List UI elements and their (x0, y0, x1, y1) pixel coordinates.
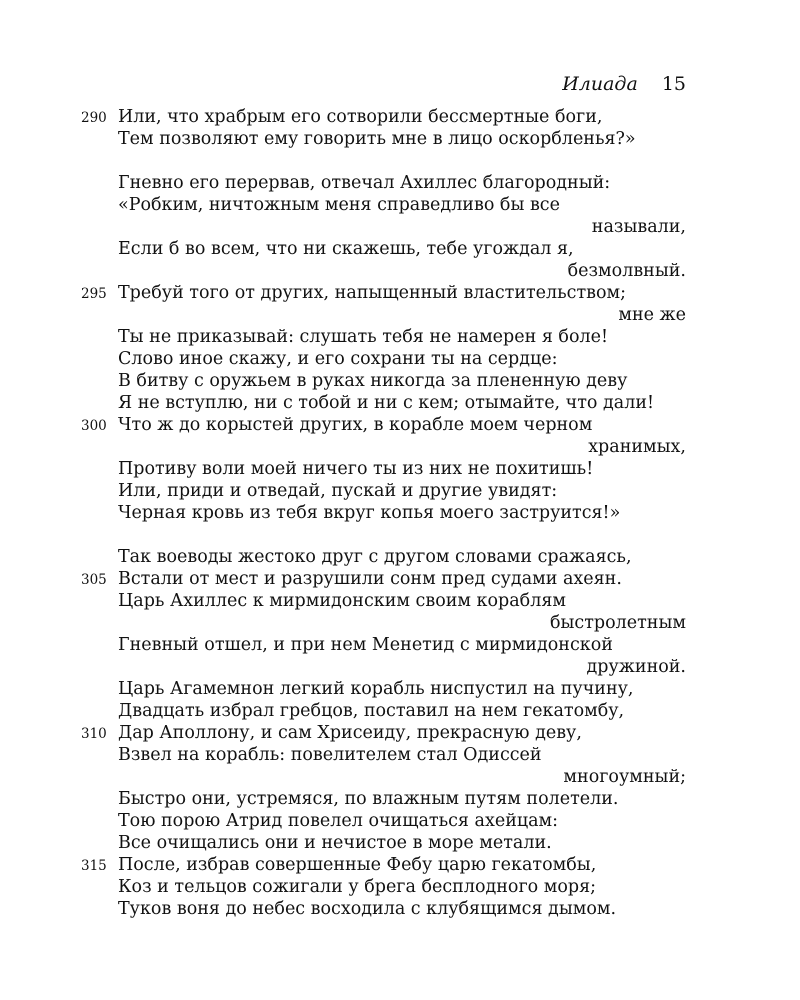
verse-line (118, 898, 686, 920)
verse-line (118, 370, 686, 392)
verse-line (81, 568, 686, 590)
verse-text: Туков воня до небес восходила с клубящимся дымом. (118, 899, 617, 919)
running-header (562, 72, 686, 96)
line-number: 315 (81, 858, 107, 874)
verse-line (81, 414, 686, 436)
verse-text: многоумный; (563, 767, 686, 787)
verse-text: Дар Аполлону, и сам Хрисеиду, прекрасную деву, (118, 723, 582, 743)
verse-line (118, 832, 686, 854)
verse-line (118, 392, 686, 414)
verse-line (118, 326, 686, 348)
verse-text: Взвел на корабль: повелителем стал Одиссей (118, 745, 542, 765)
verse-line-continuation (118, 766, 686, 788)
verse-text: Тем позволяют ему говорить мне в лицо оскорбленья?» (118, 129, 636, 149)
verse-text: Что ж до корыстей других, в корабле моем черном (118, 415, 593, 435)
verse-text: После, избрав совершенные Фебу царю гекатомбы, (118, 855, 597, 875)
verse-text: Я не вступлю, ни с тобой и ни с кем; отымайте, что дали! (118, 393, 655, 413)
verse-text: быстролетным (549, 613, 686, 633)
running-title: Илиада (562, 73, 638, 95)
line-number: 310 (81, 726, 107, 742)
verse-line (118, 128, 686, 150)
verse-text: «Робким, ничтожным меня справедливо бы все (118, 195, 560, 215)
verse-text: Если б во всем, что ни скажешь, тебе угождал я, (118, 239, 574, 259)
verse-line (118, 172, 686, 194)
verse-text: Царь Агамемнон легкий корабль ниспустил на пучину, (118, 679, 634, 699)
verse-text: Тою порою Атрид повелел очищаться ахейцам: (118, 811, 559, 831)
page-number: 15 (661, 73, 686, 95)
line-number: 305 (81, 572, 107, 588)
verse-line (118, 700, 686, 722)
verse-line (81, 722, 686, 744)
verse-line (118, 590, 686, 612)
verse-line (118, 744, 686, 766)
verse-line (118, 458, 686, 480)
verse-line-continuation (118, 656, 686, 678)
line-number: 290 (81, 110, 107, 126)
stanza-break (118, 150, 686, 172)
verse-line (118, 480, 686, 502)
verse-line-continuation (118, 216, 686, 238)
stanza-break (118, 524, 686, 546)
verse-line (118, 194, 686, 216)
verse-text: Встали от мест и разрушили сонм пред судами ахеян. (118, 569, 622, 589)
verse-line (118, 546, 686, 568)
verse-line-continuation (118, 260, 686, 282)
verse-line (118, 502, 686, 524)
verse-text: Коз и тельцов сожигали у брега бесплодного моря; (118, 877, 597, 897)
verse-text: Или, приди и отведай, пускай и другие увидят: (118, 481, 558, 501)
verse-text: безмолвный. (567, 261, 686, 281)
verse-text: В битву с оружьем в руках никогда за плененную деву (118, 371, 628, 391)
verse-text: Или, что храбрым его сотворили бессмертные боги, (118, 107, 603, 127)
verse-line (118, 634, 686, 656)
verse-line-continuation (118, 436, 686, 458)
verse-text: хранимых, (588, 437, 686, 457)
verse-line (118, 810, 686, 832)
verse-text: Гневный отшел, и при нем Менетид с мирмидонской (118, 635, 613, 655)
verse-text: Гневно его перервав, отвечал Ахиллес благородный: (118, 173, 611, 193)
verse-line-continuation (118, 304, 686, 326)
verse-line (81, 282, 686, 304)
verse-line (118, 238, 686, 260)
verse-line (118, 876, 686, 898)
verse-text: Быстро они, устремяся, по влажным путям полетели. (118, 789, 619, 809)
verse-text: Двадцать избрал гребцов, поставил на нем гекатомбу, (118, 701, 625, 721)
verse-line-continuation (118, 612, 686, 634)
verse-text: Царь Ахиллес к мирмидонским своим кораблям (118, 591, 566, 611)
verse-text: Противу воли моей ничего ты из них не похитишь! (118, 459, 594, 479)
verse-text: дружиной. (586, 657, 686, 677)
verse-text: Требуй того от других, напыщенный властительством; (118, 283, 627, 303)
verse-text: Все очищались они и нечистое в море метали. (118, 833, 552, 853)
verse-text: Ты не приказывай: слушать тебя не намерен я боле! (118, 327, 609, 347)
verse-line (81, 854, 686, 876)
verse-line (118, 788, 686, 810)
verse-text: мне же (618, 305, 686, 325)
verse-text: называли, (591, 217, 686, 237)
line-number: 300 (81, 418, 107, 434)
verse-line (118, 348, 686, 370)
verse-text: Слово иное скажу, и его сохрани ты на сердце: (118, 349, 558, 369)
verse-line (81, 106, 686, 128)
verse-text: Черная кровь из тебя вкруг копья моего заструится!» (118, 503, 621, 523)
poem-text (81, 106, 686, 920)
verse-line (118, 678, 686, 700)
verse-text: Так воеводы жестоко друг с другом словами сражаясь, (118, 547, 632, 567)
line-number: 295 (81, 286, 107, 302)
